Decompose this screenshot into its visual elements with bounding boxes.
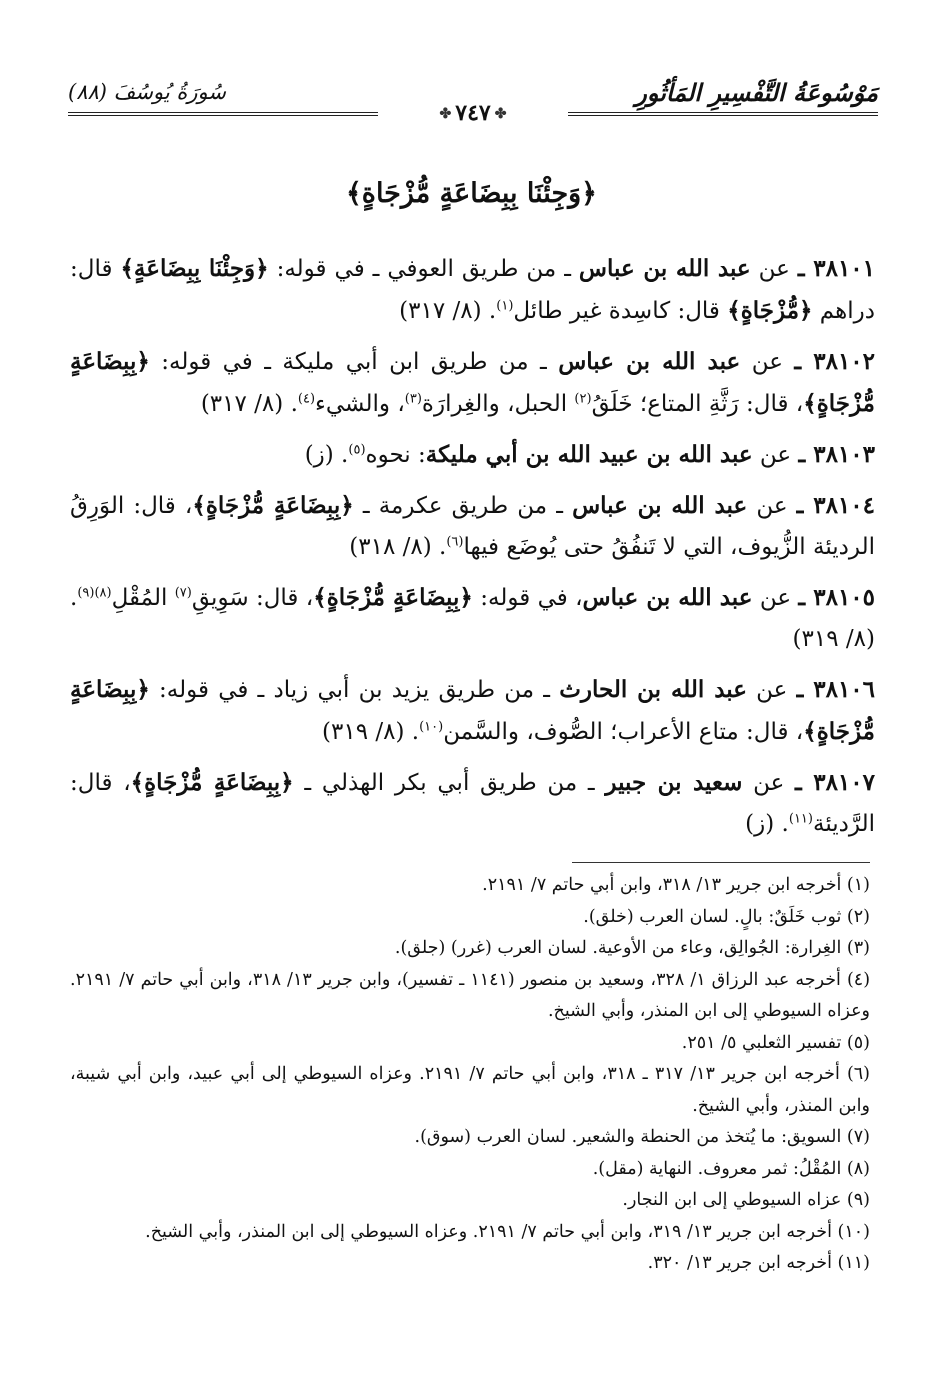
narration-38105: [70, 577, 875, 660]
narration-text: عن: [750, 256, 798, 282]
footnote-ref[interactable]: (٤): [297, 391, 316, 407]
narration-38101: [70, 248, 875, 332]
footnote-ref[interactable]: (٦): [446, 534, 464, 550]
narration-number: ٣٨١٠٤ ـ: [796, 492, 875, 519]
footnote-ref[interactable]: (٨)(٩): [77, 585, 112, 601]
footnote: (١٠) أخرجه ابن جرير ١٣/ ٣١٩، وابن أبي حاتم ٧/ ٢١٩١. وعزاه السيوطي إلى ابن المنذر، وأبي الشيخ.: [145, 1221, 870, 1242]
source-ref: . (٨/ ٣١٨): [349, 534, 447, 560]
narration-number: ٣٨١٠١ ـ: [797, 255, 876, 282]
narration-text: عن: [742, 770, 796, 796]
quran-quote: ﴿بِبِضَاعَةٍ مُّزْجَاةٍ﴾: [313, 584, 473, 611]
narrator-name: عبد الله بن عباس: [572, 492, 748, 519]
footnotes: [70, 870, 870, 1280]
narrations: [70, 248, 875, 854]
narrator-name: سعيد بن جبير: [605, 769, 743, 796]
source-ref: . (٨/ ٣١٧): [200, 391, 298, 417]
surah-reference: سُورَةُ يُوسُفَ (٨٨): [68, 80, 226, 104]
footnote-ref[interactable]: (٣): [404, 391, 422, 407]
quran-quote: ﴿بِبِضَاعَةٍ مُّزْجَاةٍ﴾: [130, 769, 294, 796]
footnote: (٧) السويق: ما يُتخذ من الحنطة والشعير. لسان العرب (سوق).: [414, 1127, 870, 1147]
source-ref: . (٨/ ٣١٧): [399, 298, 497, 324]
footnote: (٣) الغِرارة: الجُوالِق، وعاء من الأوعية. لسان العرب (غرر) (جلق).: [394, 938, 870, 958]
footnote: (٤) أخرجه عبد الرزاق ١/ ٣٢٨، وسعيد بن منصور (١١٤١ ـ تفسير)، وابن جرير ١٣/ ٣١٨، وابن أبي حاتم ٧/ ٢١٩١. وعزاه السيوطي إلى ابن المنذر، وأبي الشيخ.: [70, 969, 871, 1021]
narration-number: ٣٨١٠٦ ـ: [796, 676, 876, 703]
narration-38102: [70, 341, 875, 425]
source-ref: . (٨/ ٣١٩): [70, 585, 875, 652]
footnote-separator: [572, 862, 870, 863]
quran-quote: ﴿مُّزْجَاةٍ﴾: [727, 297, 813, 324]
narration-text: المُقْلِ: [111, 585, 175, 611]
quran-quote: ﴿بِبِضَاعَةٍ مُّزْجَاةٍ﴾: [70, 348, 875, 417]
narration-number: ٣٨١٠٢ ـ: [794, 348, 876, 375]
source-ref: . (ز): [745, 811, 789, 837]
narration-text: عن: [747, 493, 797, 519]
source-ref: . (٨/ ٣١٩): [322, 719, 420, 745]
narration-text: ، في قوله:: [472, 585, 583, 611]
narrator-name: عبد الله بن عبيد الله بن أبي مليكة: [425, 441, 753, 468]
narration-text: ، قال: الرَّديئة: [70, 770, 875, 837]
footnote: (٦) أخرجه ابن جرير ١٣/ ٣١٧ ـ ٣١٨، وابن أبي حاتم ٧/ ٢١٩١. وعزاه السيوطي إلى أبي عبيد، وابن أبي شيبة، وابن المنذر، وأبي الشيخ.: [70, 1064, 870, 1116]
footnote-ref[interactable]: (١١): [788, 811, 813, 827]
narration-text: ، قال: الوَرِقُ الرديئة الزُّيوف، التي لا تَنفُقُ حتى يُوضَع فيها: [70, 493, 875, 560]
footnote: (١١) أخرجه ابن جرير ١٣/ ٣٢٠.: [647, 1253, 870, 1273]
narration-text: ـ من طريق يزيد بن أبي زياد ـ في قوله:: [149, 677, 560, 703]
quran-quote: ﴿وَجِئْنَا بِبِضَاعَةٍ﴾: [120, 255, 269, 282]
running-header: [68, 78, 878, 126]
book-title: مَوْسُوعَةُ التَّفْسِيرِ المَأثُورِ: [635, 78, 878, 107]
footnote-ref[interactable]: (٧): [174, 585, 192, 601]
narration-number: ٣٨١٠٥ ـ: [798, 584, 876, 611]
narration-text: قال: كاسِدة غير طائل: [513, 298, 728, 324]
narrator-name: عبد الله بن الحارث: [559, 676, 747, 703]
narration-text: قال: دراهم: [70, 256, 875, 324]
quran-quote: ﴿بِبِضَاعَةٍ مُّزْجَاةٍ﴾: [70, 676, 875, 745]
narration-text: ، قال: متاع الأعراب؛ الصُّوف، والسَّمن: [443, 719, 804, 745]
footnote-ref[interactable]: (١٠): [419, 719, 444, 735]
footnote: (٨) المُقْلُ: ثمر معروف. النهاية (مقل).: [592, 1158, 870, 1179]
narrator-name: عبد الله بن عباس: [558, 348, 741, 375]
ornament-icon: ✤: [439, 106, 452, 122]
narration-text: : نحوه: [365, 442, 426, 468]
page-number: ٧٤٧: [455, 100, 491, 126]
narration-text: ـ من طريق عكرمة ـ: [353, 493, 573, 519]
ornament-icon: ✤: [494, 106, 507, 122]
verse-heading: ﴿وَجِئْنَا بِبِضَاعَةٍ مُّزْجَاةٍ﴾: [345, 178, 597, 209]
footnote-ref[interactable]: (٥): [348, 442, 366, 458]
narration-text: ـ من طريق أبي بكر الهذلي ـ: [293, 770, 606, 796]
page-number-line: [68, 100, 878, 126]
narration-number: ٣٨١٠٧ ـ: [795, 769, 875, 796]
footnote: (١) أخرجه ابن جرير ١٣/ ٣١٨، وابن أبي حاتم ٧/ ٢١٩١.: [482, 875, 870, 895]
narration-text: عن: [746, 677, 797, 703]
narration-text: ، قال: رَثَّةِ المتاع؛ خَلَقُ: [591, 391, 804, 417]
narration-text: الحبل، والغِرارَة: [421, 391, 575, 417]
narration-38107: [70, 762, 875, 845]
narration-text: عن: [740, 349, 795, 375]
footnote: (٩) عزاه السيوطي إلى ابن النجار.: [622, 1190, 870, 1210]
footnote-ref[interactable]: (٢): [574, 391, 592, 407]
narration-38106: [70, 669, 875, 753]
footnote: (٢) ثوب خَلَقٌ: بالٍ. لسان العرب (خلق).: [583, 906, 870, 927]
narration-38104: [70, 485, 875, 568]
narration-text: عن: [752, 585, 799, 611]
narration-text: ـ من طريق ابن أبي مليكة ـ في قوله:: [149, 349, 559, 375]
narration-38103: [70, 434, 875, 476]
footnote-ref[interactable]: (١): [496, 298, 514, 314]
source-ref: . (ز): [304, 442, 349, 468]
footnote: (٥) تفسير الثعلبي ٥/ ٢٥١.: [681, 1032, 870, 1053]
narration-text: ـ من طريق العوفي ـ في قوله:: [268, 256, 579, 282]
narration-text: ، والشيء: [315, 391, 405, 417]
narrator-name: عبد الله بن عباس: [582, 584, 753, 611]
narrator-name: عبد الله بن عباس: [578, 255, 751, 282]
quran-quote: ﴿بِبِضَاعَةٍ مُّزْجَاةٍ﴾: [192, 492, 354, 519]
narration-text: عن: [752, 442, 799, 468]
narration-number: ٣٨١٠٣ ـ: [798, 441, 875, 468]
narration-text: ، قال: سَوِيقِ: [191, 585, 314, 611]
